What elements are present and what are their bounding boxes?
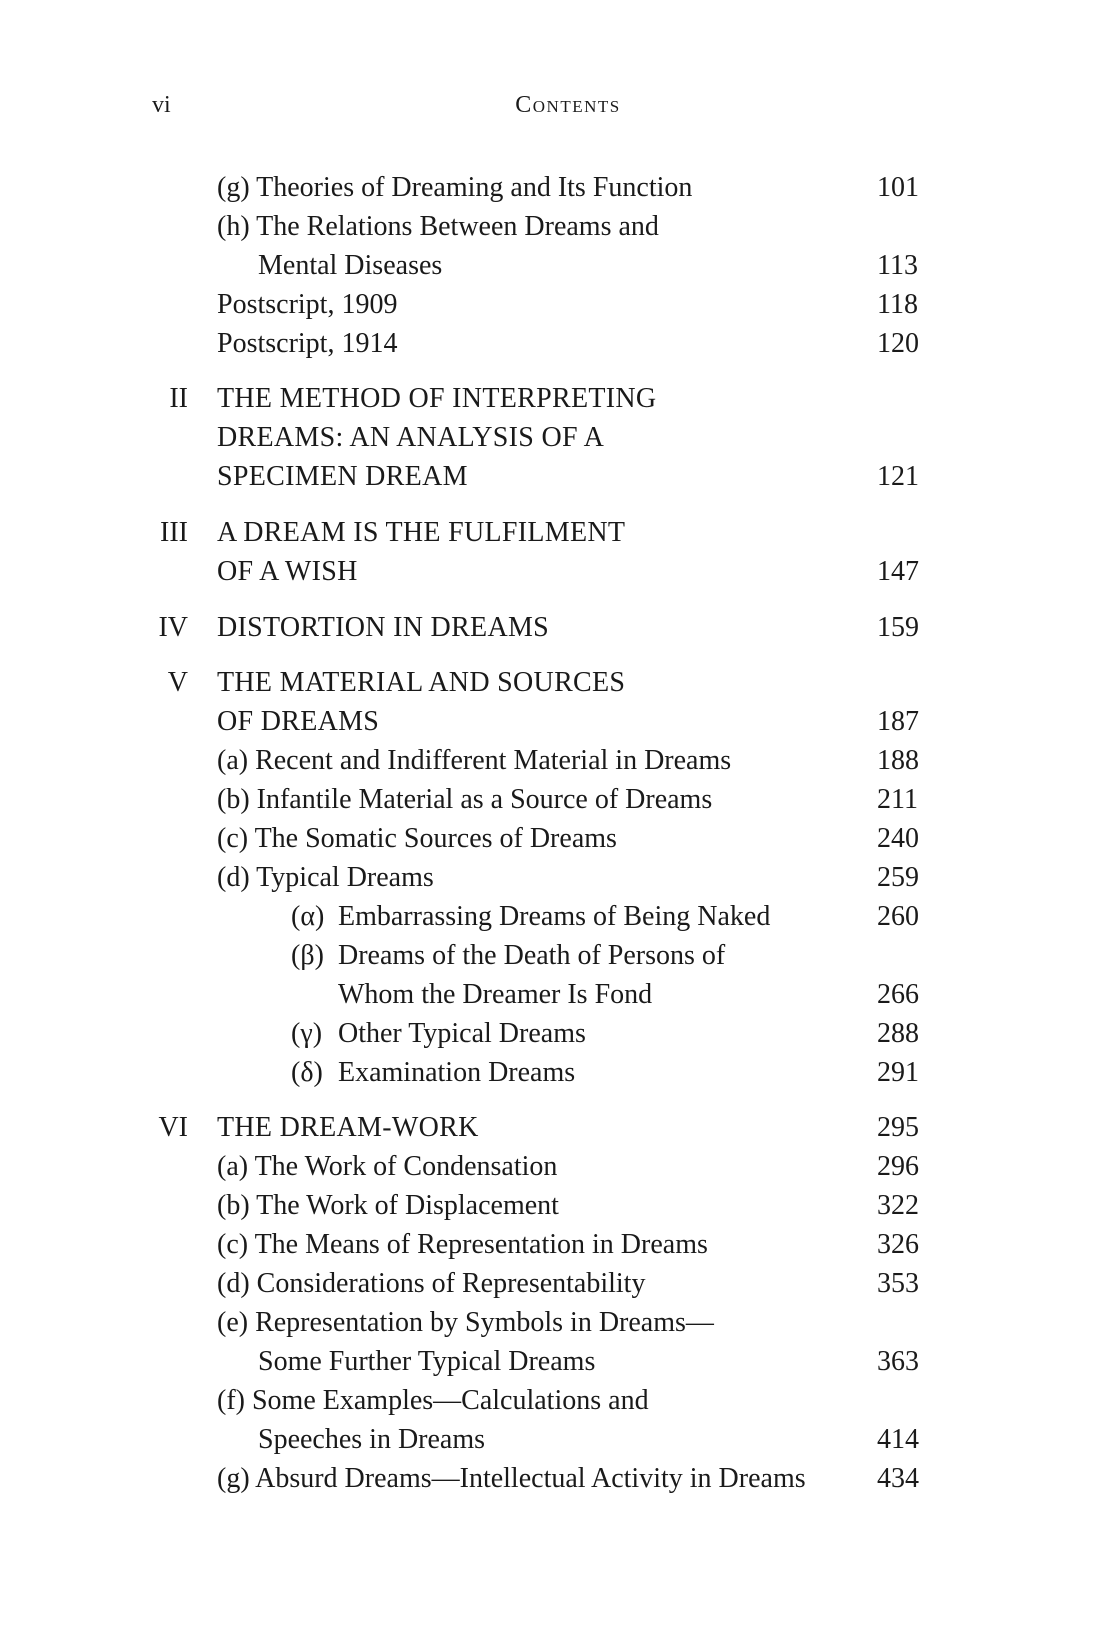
page-title: Contents <box>515 92 621 118</box>
toc-entry[interactable] <box>0 741 1100 780</box>
chapter-title: THE MATERIAL AND SOURCES <box>217 667 626 698</box>
entry-page: 101 <box>877 172 919 203</box>
entry-page: 259 <box>877 862 919 893</box>
entry-title: (e) Representation by Symbols in Dreams— <box>217 1307 714 1338</box>
toc-entry[interactable] <box>0 858 1100 897</box>
entry-title: Embarrassing Dreams of Being Naked <box>338 901 771 932</box>
entry-title: Postscript, 1909 <box>217 289 398 320</box>
entry-title: Examination Dreams <box>338 1057 576 1088</box>
subentry-marker: (δ) <box>291 1057 323 1088</box>
chapter-title: A DREAM IS THE FULFILMENT <box>217 517 626 548</box>
entry-page: 291 <box>877 1057 919 1088</box>
entry-title: Whom the Dreamer Is Fond <box>338 979 653 1010</box>
entry-page: 211 <box>877 784 918 815</box>
entry-title: (f) Some Examples—Calculations and <box>217 1385 649 1416</box>
chapter-title: DREAMS: AN ANALYSIS OF A <box>217 422 605 453</box>
entry-title: (g) Theories of Dreaming and Its Function <box>217 172 693 203</box>
chapter-title: DISTORTION IN DREAMS <box>217 612 550 643</box>
entry-title: Dreams of the Death of Persons of <box>338 940 726 971</box>
toc-chapter-continuation[interactable] <box>0 418 1100 457</box>
entry-title: (b) Infantile Material as a Source of Dreams <box>217 784 713 815</box>
chapter-number: III <box>160 517 188 548</box>
page-number: vi <box>152 92 171 118</box>
toc-subentry-continuation[interactable] <box>0 975 1100 1014</box>
subentry-marker: (α) <box>291 901 325 932</box>
toc-chapter[interactable] <box>0 513 1100 552</box>
chapter-title: OF DREAMS <box>217 706 380 737</box>
toc-entry-continuation[interactable] <box>0 1420 1100 1459</box>
chapter-number: VI <box>158 1112 188 1143</box>
entry-page: 288 <box>877 1018 919 1049</box>
entry-title: (c) The Somatic Sources of Dreams <box>217 823 617 854</box>
entry-page: 434 <box>877 1463 919 1494</box>
entry-title: (c) The Means of Representation in Dreams <box>217 1229 708 1260</box>
toc-entry[interactable] <box>0 819 1100 858</box>
entry-title: Mental Diseases <box>258 250 443 281</box>
toc-entry[interactable] <box>0 285 1100 324</box>
chapter-title: SPECIMEN DREAM <box>217 461 468 492</box>
toc-entry[interactable] <box>0 1147 1100 1186</box>
entry-title: (h) The Relations Between Dreams and <box>217 211 659 242</box>
chapter-title: THE DREAM-WORK <box>217 1112 479 1143</box>
running-head <box>0 92 1100 126</box>
toc-chapter[interactable] <box>0 663 1100 702</box>
toc-entry-continuation[interactable] <box>0 1342 1100 1381</box>
entry-page: 260 <box>877 901 919 932</box>
toc-subentry[interactable] <box>0 1014 1100 1053</box>
toc-entry[interactable] <box>0 324 1100 363</box>
toc-subentry[interactable] <box>0 1053 1100 1092</box>
chapter-number: V <box>167 667 188 698</box>
toc-entry[interactable] <box>0 1225 1100 1264</box>
entry-page: 121 <box>877 461 919 492</box>
toc-chapter[interactable] <box>0 608 1100 647</box>
entry-page: 296 <box>877 1151 919 1182</box>
toc-chapter[interactable] <box>0 1108 1100 1147</box>
toc-entry[interactable] <box>0 1381 1100 1420</box>
entry-page: 240 <box>877 823 919 854</box>
chapter-title: OF A WISH <box>217 556 358 587</box>
subentry-marker: (γ) <box>291 1018 323 1049</box>
entry-title: (b) The Work of Displacement <box>217 1190 559 1221</box>
toc-entry[interactable] <box>0 1459 1100 1498</box>
entry-title: (d) Considerations of Representability <box>217 1268 646 1299</box>
toc-entry[interactable] <box>0 168 1100 207</box>
toc-entry[interactable] <box>0 780 1100 819</box>
entry-title: (d) Typical Dreams <box>217 862 434 893</box>
toc-entry[interactable] <box>0 1303 1100 1342</box>
subentry-marker: (β) <box>291 940 324 971</box>
entry-page: 363 <box>877 1346 919 1377</box>
entry-page: 295 <box>877 1112 919 1143</box>
toc-entry[interactable] <box>0 1264 1100 1303</box>
entry-title: Speeches in Dreams <box>258 1424 486 1455</box>
toc-chapter-continuation[interactable] <box>0 552 1100 591</box>
toc-subentry[interactable] <box>0 897 1100 936</box>
entry-page: 120 <box>877 328 919 359</box>
entry-page: 113 <box>877 250 918 281</box>
chapter-number: IV <box>158 612 188 643</box>
entry-title: (a) Recent and Indifferent Material in Dreams <box>217 745 732 776</box>
chapter-title: THE METHOD OF INTERPRETING <box>217 383 657 414</box>
toc-chapter-continuation[interactable] <box>0 702 1100 741</box>
entry-title: Postscript, 1914 <box>217 328 398 359</box>
entry-page: 188 <box>877 745 919 776</box>
entry-page: 159 <box>877 612 919 643</box>
entry-title: (a) The Work of Condensation <box>217 1151 558 1182</box>
entry-page: 414 <box>877 1424 919 1455</box>
toc-subentry[interactable] <box>0 936 1100 975</box>
toc-entry[interactable] <box>0 207 1100 246</box>
entry-page: 353 <box>877 1268 919 1299</box>
toc-entry-continuation[interactable] <box>0 246 1100 285</box>
entry-page: 187 <box>877 706 919 737</box>
entry-page: 322 <box>877 1190 919 1221</box>
toc-chapter[interactable] <box>0 379 1100 418</box>
entry-title: (g) Absurd Dreams—Intellectual Activity in Dreams <box>217 1463 806 1494</box>
entry-page: 266 <box>877 979 919 1010</box>
toc-chapter-continuation[interactable] <box>0 457 1100 496</box>
entry-title: Some Further Typical Dreams <box>258 1346 596 1377</box>
entry-page: 326 <box>877 1229 919 1260</box>
chapter-number: II <box>169 383 188 414</box>
entry-page: 118 <box>877 289 918 320</box>
toc-entry[interactable] <box>0 1186 1100 1225</box>
entry-page: 147 <box>877 556 919 587</box>
entry-title: Other Typical Dreams <box>338 1018 586 1049</box>
